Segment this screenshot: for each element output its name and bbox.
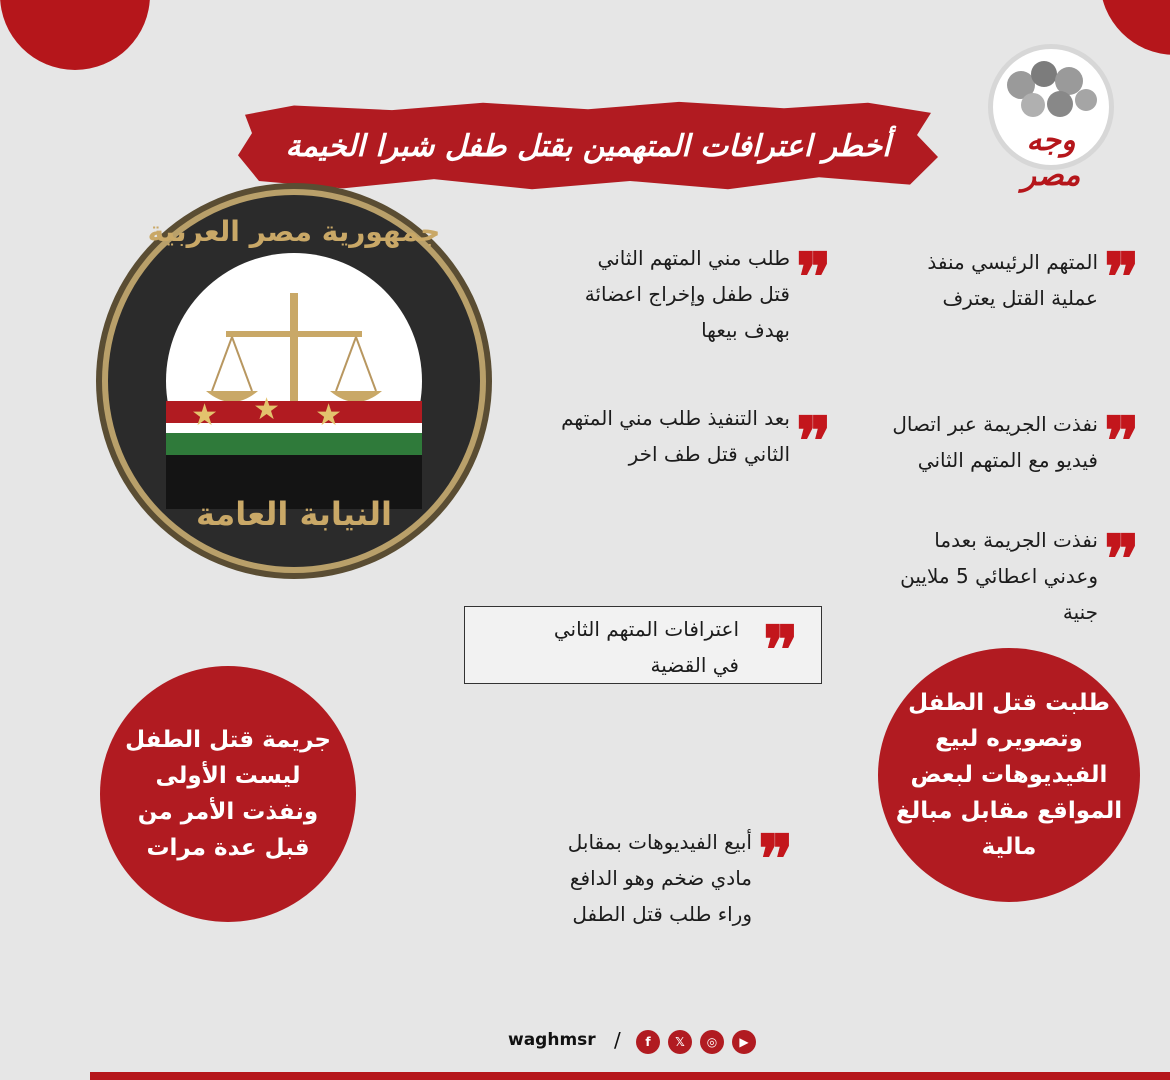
circle-video-selling: طلبت قتل الطفل وتصويره لبيع الفيديوهات لبعض المواقع مقابل مبالغ مالية	[878, 648, 1140, 902]
social-handle[interactable]: waghmsr	[508, 1030, 596, 1050]
quote-video-motive: أبيع الفيديوهات بمقابل مادي ضخم وهو الدافع وراء طلب قتل الطفل	[567, 830, 752, 926]
circle-not-first-crime: جريمة قتل الطفل ليست الأولى ونفذت الأمر من قبل عدة مرات	[100, 666, 356, 922]
quote-video-call: نفذت الجريمة عبر اتصال فيديو مع المتهم الثاني	[892, 412, 1098, 472]
svg-text:★: ★	[253, 392, 280, 427]
quote-mark-icon: ❞	[796, 402, 832, 480]
emblem-bottom-text: النيابة العامة	[196, 495, 392, 533]
page-title: أخطر اعترافات المتهمين بقتل طفل شبرا الخيمة	[285, 128, 891, 164]
emblem-center	[166, 253, 422, 509]
quote-second-request: طلب مني المتهم الثاني قتل طفل وإخراج اعضائة بهدف بيعها	[584, 246, 790, 342]
quote-main-confession: المتهم الرئيسي منفذ عملية القتل يعترف	[927, 250, 1098, 310]
footer-separator: /	[614, 1028, 621, 1052]
quote-mark-icon: ❞	[796, 238, 832, 316]
brand-logo[interactable]	[988, 44, 1114, 193]
corner-decoration-left	[0, 0, 150, 70]
corner-decoration-right	[1100, 0, 1170, 55]
quote-after-execution: بعد التنفيذ طلب مني المتهم الثاني قتل طف اخر	[561, 406, 790, 466]
svg-text:★: ★	[315, 398, 342, 433]
quote-mark-icon: ❞	[1104, 238, 1140, 316]
quote-mark-icon: ❞	[763, 611, 799, 689]
facebook-icon[interactable]: f	[636, 1030, 660, 1054]
stars-icon	[166, 253, 422, 509]
second-defendant-box	[464, 606, 822, 689]
prosecution-emblem	[108, 195, 480, 567]
quote-mark-icon: ❞	[758, 820, 794, 898]
quote-mark-icon: ❞	[1104, 520, 1140, 598]
second-defendant-heading: اعترافات المتهم الثاني في القضية	[553, 617, 739, 677]
quote-payment-promise: نفذت الجريمة بعدما وعدني اعطائي 5 ملايين جنية	[900, 528, 1098, 624]
quote-mark-icon: ❞	[1104, 402, 1140, 480]
bottom-accent-bar	[90, 1072, 1170, 1080]
logo-text: وجه مصر	[1021, 123, 1081, 193]
instagram-icon[interactable]: ◎	[700, 1030, 724, 1054]
youtube-icon[interactable]: ▶	[732, 1030, 756, 1054]
x-icon[interactable]: 𝕏	[668, 1030, 692, 1054]
emblem-top-text: جمهورية مصر العربية	[147, 215, 441, 248]
svg-text:★: ★	[191, 398, 218, 433]
